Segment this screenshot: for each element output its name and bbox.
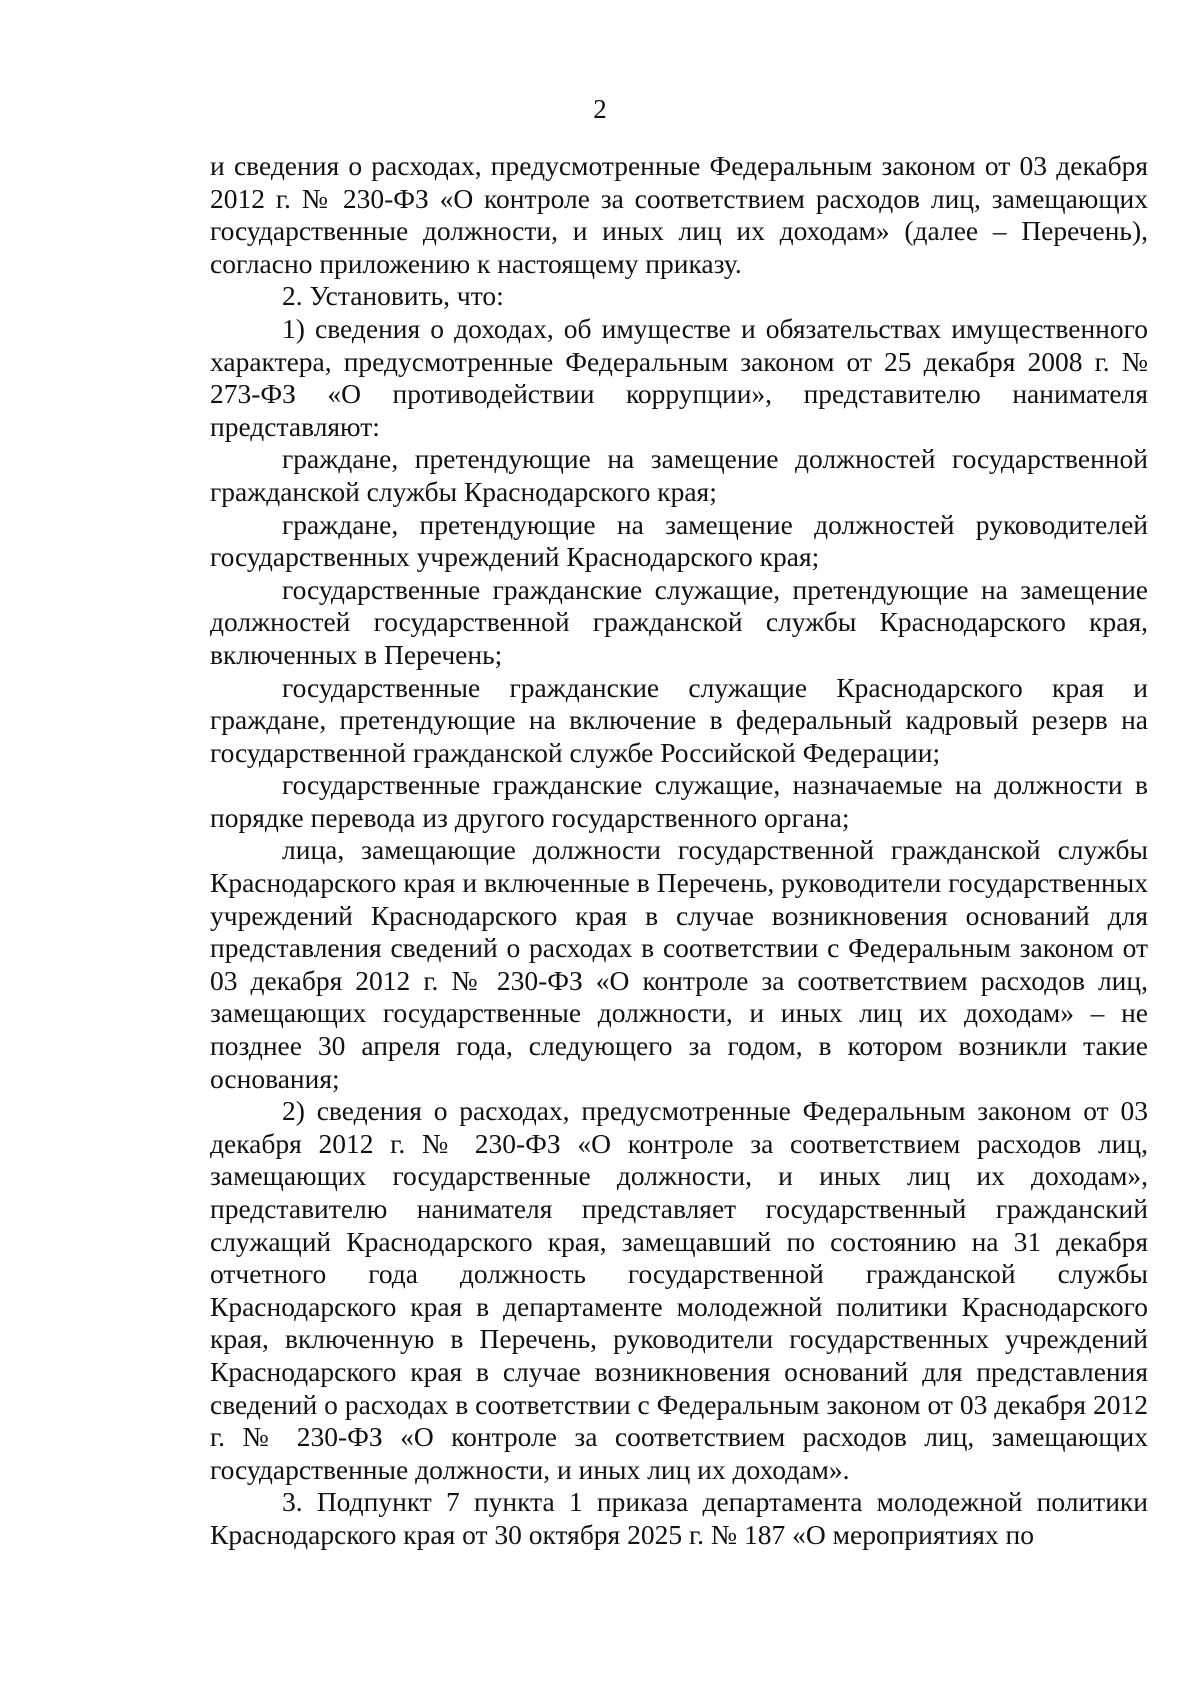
paragraph-2: 2. Установить, что:: [282, 280, 504, 312]
document-body: [210, 150, 1148, 1552]
paragraph-5: граждане, претендующие на замещение должностей руководителей государственных учреждений Краснодарского края;: [210, 508, 1148, 573]
paragraph-7: государственные гражданские служащие Краснодарского края и граждане, претендующие на включение в федеральный кадровый резерв на государственной гражданской службе Российской Федерации;: [210, 671, 1148, 768]
paragraph-6: государственные гражданские служащие, претендующие на замещение должностей государственной гражданской службы Краснодарского края, включенных в Перечень;: [210, 573, 1148, 670]
paragraph-11: 3. Подпункт 7 пункта 1 приказа департамента молодежной политики Краснодарского края от 30 октября 2025 г. № 187 «О мероприятиях по: [210, 1486, 1148, 1550]
paragraph-1: и сведения о расходах, предусмотренные Федеральным законом от 03 декабря 2012 г. № 230-ФЗ «О контроле за соответствием расходов лиц, замещающих государственные должности, и иных лиц их доходам» (далее – Перечень), согласно приложению к настоящему приказу.: [210, 150, 1148, 279]
paragraph-9: лица, замещающие должности государственной гражданской службы Краснодарского края и включенные в Перечень, руководители государственных учреждений Краснодарского края в случае возникновения оснований для представления сведений о расходах в соответствии с Федеральным законом от 03 декабря 2012 г. № 230-ФЗ «О контроле за соответствием расходов лиц, замещающих государственные должности, и иных лиц их доходам» – не позднее 30 апреля года, следующего за годом, в котором возникли такие основания;: [210, 834, 1148, 1094]
paragraph-10: 2) сведения о расходах, предусмотренные Федеральным законом от 03 декабря 2012 г. № 230-ФЗ «О контроле за соответствием расходов лиц, замещающих государственные должности, и иных лиц их доходам», представителю нанимателя представляет государственный гражданский служащий Краснодарского края, замещавший по состоянию на 31 декабря отчетного года должность государственной гражданской службы Краснодарского края в департаменте молодежной политики Краснодарского края, включенную в Перечень, руководители государственных учреждений Краснодарского края в случае возникновения оснований для представления сведений о расходах в соответствии с Федеральным законом от 03 декабря 2012 г. № 230-ФЗ «О контроле за соответствием расходов лиц, замещающих государственные должности, и иных лиц их доходам».: [210, 1095, 1148, 1485]
paragraph-3: 1) сведения о доходах, об имуществе и обязательствах имущественного характера, предусмотренные Федеральным законом от 25 декабря 2008 г. № 273-ФЗ «О противодействии коррупции», представителю нанимателя представляют:: [210, 312, 1148, 442]
paragraph-4: граждане, претендующие на замещение должностей государственной гражданской службы Краснодарского края;: [210, 443, 1148, 507]
paragraph-8: государственные гражданские служащие, назначаемые на должности в порядке перевода из другого государственного органа;: [210, 769, 1148, 833]
page-number: 2: [593, 94, 607, 124]
